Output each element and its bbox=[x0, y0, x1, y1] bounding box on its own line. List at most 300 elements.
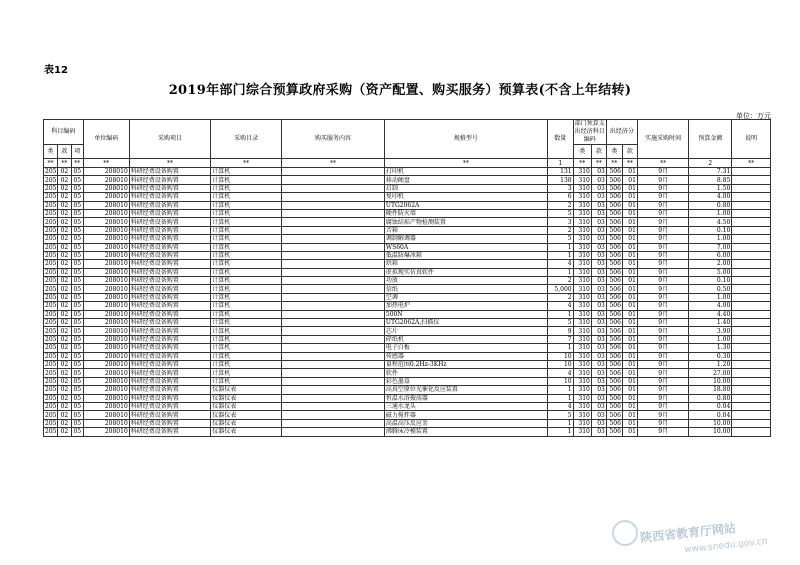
subject-lei-cell: 205 bbox=[45, 377, 57, 385]
dept-lei-cell: 310 bbox=[573, 260, 591, 268]
subject-kuan-cell: 02 bbox=[57, 243, 71, 251]
table-row bbox=[44, 319, 771, 327]
gov-lei-cell: 506 bbox=[606, 268, 622, 276]
dept-lei-cell: 310 bbox=[573, 411, 591, 419]
budget-amount-cell: 1.00 bbox=[689, 293, 732, 301]
quantity-cell: 3 bbox=[547, 218, 573, 226]
unit-code-cell: 208010 bbox=[83, 360, 129, 368]
spec-model-cell: WS60A bbox=[384, 243, 547, 251]
header-dept-lei: 类 bbox=[573, 145, 591, 159]
header-purchase-item: 采购项目 bbox=[129, 120, 210, 159]
impl-time-cell: 9月 bbox=[637, 193, 688, 201]
impl-time-cell: 9月 bbox=[637, 285, 688, 293]
dept-kuan-cell: 03 bbox=[591, 251, 606, 259]
spec-model-cell: 高真空原位光催化反应装置 bbox=[384, 386, 547, 394]
subject-xiang-cell: 05 bbox=[71, 394, 83, 402]
gov-kuan-cell: 01 bbox=[622, 226, 637, 234]
dept-lei-cell: 310 bbox=[573, 419, 591, 427]
dept-kuan-cell: 03 bbox=[591, 394, 606, 402]
budget-amount-cell: 0.80 bbox=[689, 394, 732, 402]
gov-kuan-cell: 01 bbox=[622, 419, 637, 427]
subject-lei-cell: 205 bbox=[45, 243, 57, 251]
marker-cell: ** bbox=[732, 159, 771, 168]
table-row bbox=[44, 327, 771, 335]
gov-kuan-cell: 01 bbox=[622, 344, 637, 352]
header-xiang: 项 bbox=[71, 145, 83, 159]
unit-label: 单位：万元 bbox=[736, 112, 771, 120]
dept-lei-cell: 310 bbox=[573, 352, 591, 360]
impl-time-cell: 9月 bbox=[637, 168, 688, 176]
subject-kuan-cell: 02 bbox=[57, 268, 71, 276]
gov-lei-cell: 506 bbox=[606, 293, 622, 301]
dept-lei-cell: 310 bbox=[573, 369, 591, 377]
quantity-cell: 5 bbox=[547, 209, 573, 217]
service-content-cell bbox=[282, 319, 385, 327]
note-cell bbox=[732, 277, 771, 285]
spec-model-cell: 沸腾床冷模装置 bbox=[384, 428, 547, 436]
subject-kuan-cell: 02 bbox=[57, 209, 71, 217]
purchase-item-cell: 科研经费设备购置 bbox=[129, 218, 210, 226]
dept-lei-cell: 310 bbox=[573, 310, 591, 318]
dept-lei-cell: 310 bbox=[573, 344, 591, 352]
budget-amount-cell: 1.40 bbox=[689, 319, 732, 327]
purchase-item-cell: 科研经费设备购置 bbox=[129, 285, 210, 293]
purchase-item-cell: 科研经费设备购置 bbox=[129, 369, 210, 377]
purchase-item-cell: 科研经费设备购置 bbox=[129, 226, 210, 234]
subject-xiang-cell: 05 bbox=[71, 302, 83, 310]
note-cell bbox=[732, 377, 771, 385]
dept-lei-cell: 310 bbox=[573, 268, 591, 276]
subject-kuan-cell: 02 bbox=[57, 310, 71, 318]
table-row bbox=[44, 226, 771, 234]
gov-kuan-cell: 01 bbox=[622, 235, 637, 243]
header-kuan: 款 bbox=[57, 145, 71, 159]
dept-lei-cell: 310 bbox=[573, 293, 591, 301]
purchase-catalog-cell: 计算机 bbox=[211, 176, 282, 184]
gov-kuan-cell: 01 bbox=[622, 386, 637, 394]
subject-kuan-cell: 02 bbox=[57, 293, 71, 301]
note-cell bbox=[732, 419, 771, 427]
spec-model-cell: 传感器 bbox=[384, 352, 547, 360]
marker-cell: ** bbox=[57, 159, 71, 168]
service-content-cell bbox=[282, 277, 385, 285]
impl-time-cell: 9月 bbox=[637, 402, 688, 410]
subject-lei-cell: 205 bbox=[45, 260, 57, 268]
dept-kuan-cell: 03 bbox=[591, 260, 606, 268]
subject-xiang-cell: 05 bbox=[71, 176, 83, 184]
purchase-item-cell: 科研经费设备购置 bbox=[129, 201, 210, 209]
unit-code-cell: 208010 bbox=[83, 327, 129, 335]
purchase-catalog-cell: 计算机 bbox=[211, 277, 282, 285]
subject-kuan-cell: 02 bbox=[57, 201, 71, 209]
gov-lei-cell: 506 bbox=[606, 277, 622, 285]
subject-lei-cell: 205 bbox=[45, 235, 57, 243]
dept-lei-cell: 310 bbox=[573, 226, 591, 234]
gov-kuan-cell: 01 bbox=[622, 402, 637, 410]
subject-xiang-cell: 05 bbox=[71, 268, 83, 276]
subject-kuan-cell: 02 bbox=[57, 302, 71, 310]
dept-lei-cell: 310 bbox=[573, 201, 591, 209]
quantity-cell: 2 bbox=[547, 277, 573, 285]
table-row bbox=[44, 235, 771, 243]
purchase-item-cell: 科研经费设备购置 bbox=[129, 319, 210, 327]
dept-lei-cell: 310 bbox=[573, 386, 591, 394]
marker-cell: ** bbox=[129, 159, 210, 168]
quantity-cell: 4 bbox=[547, 402, 573, 410]
subject-lei-cell: 205 bbox=[45, 302, 57, 310]
subject-lei-cell: 205 bbox=[45, 226, 57, 234]
service-content-cell bbox=[282, 184, 385, 192]
marker-cell: ** bbox=[282, 159, 385, 168]
gov-lei-cell: 506 bbox=[606, 209, 622, 217]
watermark-url: www.snedu.gov.cn bbox=[683, 536, 768, 556]
unit-code-cell: 208010 bbox=[83, 335, 129, 343]
subject-lei-cell: 205 bbox=[45, 419, 57, 427]
unit-code-cell: 208010 bbox=[83, 268, 129, 276]
table-row bbox=[44, 193, 771, 201]
impl-time-cell: 9月 bbox=[637, 201, 688, 209]
service-content-cell bbox=[282, 302, 385, 310]
unit-code-cell: 208010 bbox=[83, 402, 129, 410]
purchase-item-cell: 科研经费设备购置 bbox=[129, 411, 210, 419]
gov-kuan-cell: 01 bbox=[622, 260, 637, 268]
note-cell bbox=[732, 369, 771, 377]
document-title: 2019年部门综合预算政府采购（资产配置、购买服务）预算表(不含上年结转) bbox=[168, 83, 632, 98]
note-cell bbox=[732, 285, 771, 293]
marker-cell: ** bbox=[384, 159, 547, 168]
dept-lei-cell: 310 bbox=[573, 277, 591, 285]
spec-model-cell: 调制解调器 bbox=[384, 235, 547, 243]
header-dept-budget-code: 部门预算支出经济科目编码 bbox=[574, 120, 605, 143]
marker-cell: ** bbox=[606, 159, 622, 168]
subject-xiang-cell: 05 bbox=[71, 377, 83, 385]
table-row bbox=[44, 377, 771, 385]
table-row bbox=[44, 251, 771, 259]
impl-time-cell: 9月 bbox=[637, 235, 688, 243]
dept-lei-cell: 310 bbox=[573, 377, 591, 385]
dept-lei-cell: 310 bbox=[573, 235, 591, 243]
note-cell bbox=[732, 428, 771, 436]
spec-model-cell: 加热电炉 bbox=[384, 302, 547, 310]
marker-cell: ** bbox=[71, 159, 83, 168]
dept-kuan-cell: 03 bbox=[591, 310, 606, 318]
purchase-catalog-cell: 计算机 bbox=[211, 251, 282, 259]
budget-amount-cell: 1.00 bbox=[689, 335, 732, 343]
dept-kuan-cell: 03 bbox=[591, 285, 606, 293]
subject-kuan-cell: 02 bbox=[57, 277, 71, 285]
subject-xiang-cell: 05 bbox=[71, 260, 83, 268]
note-cell bbox=[732, 193, 771, 201]
note-cell bbox=[732, 394, 771, 402]
unit-code-cell: 208010 bbox=[83, 235, 129, 243]
service-content-cell bbox=[282, 310, 385, 318]
gov-lei-cell: 506 bbox=[606, 319, 622, 327]
note-cell bbox=[732, 327, 771, 335]
header-subject-code: 科目编码 bbox=[44, 120, 84, 145]
dept-kuan-cell: 03 bbox=[591, 184, 606, 192]
spec-model-cell: 软件 bbox=[384, 369, 547, 377]
header-gov-lei: 类 bbox=[606, 145, 622, 159]
quantity-cell: 4 bbox=[547, 260, 573, 268]
spec-model-cell: 三通水龙头 bbox=[384, 402, 547, 410]
gov-lei-cell: 506 bbox=[606, 335, 622, 343]
unit-code-cell: 208010 bbox=[83, 352, 129, 360]
header-note: 说明 bbox=[732, 120, 771, 159]
impl-time-cell: 9月 bbox=[637, 394, 688, 402]
purchase-catalog-cell: 计算机 bbox=[211, 360, 282, 368]
note-cell bbox=[732, 310, 771, 318]
gov-kuan-cell: 01 bbox=[622, 335, 637, 343]
dept-lei-cell: 310 bbox=[573, 360, 591, 368]
gov-lei-cell: 506 bbox=[606, 386, 622, 394]
quantity-cell: 5 bbox=[547, 235, 573, 243]
gov-kuan-cell: 01 bbox=[622, 352, 637, 360]
subject-xiang-cell: 05 bbox=[71, 218, 83, 226]
header-purchase-catalog: 采购目录 bbox=[211, 120, 282, 159]
purchase-catalog-cell: 计算机 bbox=[211, 184, 282, 192]
subject-lei-cell: 205 bbox=[45, 193, 57, 201]
service-content-cell bbox=[282, 251, 385, 259]
budget-amount-cell: 6.00 bbox=[689, 251, 732, 259]
unit-code-cell: 208010 bbox=[83, 310, 129, 318]
purchase-item-cell: 科研经费设备购置 bbox=[129, 344, 210, 352]
unit-code-cell: 208010 bbox=[83, 243, 129, 251]
gov-kuan-cell: 01 bbox=[622, 243, 637, 251]
dept-lei-cell: 310 bbox=[573, 251, 591, 259]
table-row bbox=[44, 302, 771, 310]
header-spec-model: 规格型号 bbox=[384, 120, 547, 159]
purchase-catalog-cell: 计算机 bbox=[211, 327, 282, 335]
watermark-logo-icon bbox=[612, 520, 638, 546]
subject-lei-cell: 205 bbox=[45, 352, 57, 360]
subject-xiang-cell: 05 bbox=[71, 335, 83, 343]
budget-amount-cell: 4.50 bbox=[689, 218, 732, 226]
unit-code-cell: 208010 bbox=[83, 411, 129, 419]
subject-kuan-cell: 02 bbox=[57, 193, 71, 201]
subject-lei-cell: 205 bbox=[45, 336, 57, 343]
budget-amount-cell: 7.00 bbox=[689, 243, 732, 251]
table-row bbox=[44, 285, 771, 293]
dept-lei-cell: 310 bbox=[573, 193, 591, 201]
note-cell bbox=[732, 411, 771, 419]
subject-lei-cell: 205 bbox=[45, 201, 57, 209]
service-content-cell bbox=[282, 176, 385, 184]
marker-cell: ** bbox=[637, 159, 688, 168]
budget-amount-cell: 1.20 bbox=[689, 360, 732, 368]
unit-code-cell: 208010 bbox=[83, 193, 129, 201]
note-cell bbox=[732, 184, 771, 192]
impl-time-cell: 9月 bbox=[637, 411, 688, 419]
unit-code-cell: 208010 bbox=[83, 319, 129, 327]
subject-kuan-cell: 02 bbox=[57, 176, 71, 184]
note-cell bbox=[732, 302, 771, 310]
subject-xiang-cell: 05 bbox=[71, 369, 83, 377]
purchase-item-cell: 科研经费设备购置 bbox=[129, 209, 210, 217]
dept-kuan-cell: 03 bbox=[591, 369, 606, 377]
service-content-cell bbox=[282, 201, 385, 209]
gov-lei-cell: 506 bbox=[606, 251, 622, 259]
table-row bbox=[44, 394, 771, 402]
purchase-catalog-cell: 仪器仪表 bbox=[211, 402, 282, 410]
purchase-item-cell: 科研经费设备购置 bbox=[129, 277, 210, 285]
unit-code-cell: 208010 bbox=[83, 184, 129, 192]
unit-code-cell: 208010 bbox=[83, 394, 129, 402]
dept-lei-cell: 310 bbox=[573, 184, 591, 192]
dept-kuan-cell: 03 bbox=[591, 277, 606, 285]
spec-model-cell: 空调 bbox=[384, 293, 547, 301]
unit-code-cell: 208010 bbox=[83, 344, 129, 352]
purchase-catalog-cell: 仪器仪表 bbox=[211, 428, 282, 436]
gov-kuan-cell: 01 bbox=[622, 411, 637, 419]
subject-xiang-cell: 05 bbox=[71, 411, 83, 419]
subject-kuan-cell: 02 bbox=[57, 352, 71, 360]
subject-kuan-cell: 02 bbox=[57, 369, 71, 377]
spec-model-cell: 启制 bbox=[384, 184, 547, 192]
marker-cell: ** bbox=[622, 159, 637, 168]
impl-time-cell: 9月 bbox=[637, 226, 688, 234]
subject-xiang-cell: 05 bbox=[71, 251, 83, 259]
budget-amount-cell: 0.10 bbox=[689, 226, 732, 234]
subject-lei-cell: 205 bbox=[45, 218, 57, 226]
gov-lei-cell: 506 bbox=[606, 168, 622, 176]
note-cell bbox=[732, 402, 771, 410]
service-content-cell bbox=[282, 235, 385, 243]
purchase-catalog-cell: 计算机 bbox=[211, 377, 282, 385]
purchase-item-cell: 科研经费设备购置 bbox=[129, 235, 210, 243]
purchase-item-cell: 科研经费设备购置 bbox=[129, 310, 210, 318]
subject-lei-cell: 205 bbox=[45, 319, 57, 327]
impl-time-cell: 9月 bbox=[637, 377, 688, 385]
gov-kuan-cell: 01 bbox=[622, 277, 637, 285]
subject-xiang-cell: 05 bbox=[71, 344, 83, 352]
impl-time-cell: 9月 bbox=[637, 268, 688, 276]
quantity-cell: 5 bbox=[547, 319, 573, 327]
subject-lei-cell: 205 bbox=[45, 176, 57, 184]
gov-kuan-cell: 01 bbox=[622, 302, 637, 310]
gov-kuan-cell: 01 bbox=[622, 293, 637, 301]
header-lei: 类 bbox=[44, 145, 58, 159]
note-cell bbox=[732, 235, 771, 243]
spec-model-cell: 量程范围0.2Hz-3KHz bbox=[384, 360, 547, 368]
dept-lei-cell: 310 bbox=[573, 319, 591, 327]
dept-kuan-cell: 03 bbox=[591, 243, 606, 251]
purchase-catalog-cell: 计算机 bbox=[211, 218, 282, 226]
service-content-cell bbox=[282, 168, 385, 176]
budget-amount-cell: 1.00 bbox=[689, 235, 732, 243]
quantity-cell: 1 bbox=[547, 386, 573, 394]
dept-kuan-cell: 03 bbox=[591, 386, 606, 394]
spec-model-cell: 腐蚀结垢产物检测装置 bbox=[384, 218, 547, 226]
subject-lei-cell: 205 bbox=[45, 327, 57, 335]
purchase-catalog-cell: 计算机 bbox=[211, 335, 282, 343]
spec-model-cell: 音箱 bbox=[384, 226, 547, 234]
note-cell bbox=[732, 209, 771, 217]
impl-time-cell: 9月 bbox=[637, 209, 688, 217]
quantity-cell: 10 bbox=[547, 377, 573, 385]
dept-lei-cell: 310 bbox=[573, 285, 591, 293]
impl-time-cell: 9月 bbox=[637, 243, 688, 251]
dept-kuan-cell: 03 bbox=[591, 235, 606, 243]
quantity-cell: 1 bbox=[547, 310, 573, 318]
quantity-cell: 1 bbox=[547, 251, 573, 259]
quantity-cell: 1 bbox=[547, 419, 573, 427]
purchase-item-cell: 科研经费设备购置 bbox=[129, 402, 210, 410]
impl-time-cell: 9月 bbox=[637, 218, 688, 226]
budget-amount-cell: 4.00 bbox=[689, 193, 732, 201]
purchase-catalog-cell: 计算机 bbox=[211, 293, 282, 301]
subject-lei-cell: 205 bbox=[45, 168, 57, 176]
budget-amount-cell: 4.40 bbox=[689, 310, 732, 318]
dept-kuan-cell: 03 bbox=[591, 419, 606, 427]
purchase-catalog-cell: 计算机 bbox=[211, 302, 282, 310]
purchase-item-cell: 科研经费设备购置 bbox=[129, 360, 210, 368]
dept-kuan-cell: 03 bbox=[591, 352, 606, 360]
subject-xiang-cell: 05 bbox=[71, 209, 83, 217]
spec-model-cell: 电子白板 bbox=[384, 344, 547, 352]
purchase-catalog-cell: 仪器仪表 bbox=[211, 394, 282, 402]
subject-xiang-cell: 05 bbox=[71, 360, 83, 368]
impl-time-cell: 9月 bbox=[637, 386, 688, 394]
dept-lei-cell: 310 bbox=[573, 394, 591, 402]
service-content-cell bbox=[282, 193, 385, 201]
service-content-cell bbox=[282, 402, 385, 410]
marker-cell: ** bbox=[83, 159, 129, 168]
gov-lei-cell: 506 bbox=[606, 327, 622, 335]
impl-time-cell: 9月 bbox=[637, 335, 688, 343]
spec-model-cell: 彩色墨盒 bbox=[384, 377, 547, 385]
impl-time-cell: 9月 bbox=[637, 260, 688, 268]
gov-lei-cell: 506 bbox=[606, 235, 622, 243]
subject-xiang-cell: 05 bbox=[71, 226, 83, 234]
budget-amount-cell: 1.50 bbox=[689, 184, 732, 192]
gov-kuan-cell: 01 bbox=[622, 218, 637, 226]
budget-amount-cell: 8.85 bbox=[689, 176, 732, 184]
unit-code-cell: 208010 bbox=[83, 251, 129, 259]
purchase-item-cell: 科研经费设备购置 bbox=[129, 394, 210, 402]
note-cell bbox=[732, 168, 771, 176]
service-content-cell bbox=[282, 293, 385, 301]
subject-xiang-cell: 05 bbox=[71, 168, 83, 176]
unit-code-cell: 208010 bbox=[83, 377, 129, 385]
subject-kuan-cell: 02 bbox=[57, 251, 71, 259]
purchase-item-cell: 科研经费设备购置 bbox=[129, 168, 210, 176]
quantity-cell: 4 bbox=[547, 302, 573, 310]
dept-kuan-cell: 03 bbox=[591, 226, 606, 234]
marker-row bbox=[44, 159, 771, 168]
spec-model-cell: 功放 bbox=[384, 277, 547, 285]
spec-model-cell: 高温高压反应釜 bbox=[384, 419, 547, 427]
quantity-cell: 10 bbox=[547, 360, 573, 368]
unit-code-cell: 208010 bbox=[83, 201, 129, 209]
table-row bbox=[44, 352, 771, 360]
impl-time-cell: 9月 bbox=[637, 360, 688, 368]
quantity-cell: 10 bbox=[547, 352, 573, 360]
purchase-catalog-cell: 仪器仪表 bbox=[211, 419, 282, 427]
unit-code-cell: 208010 bbox=[83, 277, 129, 285]
gov-kuan-cell: 01 bbox=[622, 369, 637, 377]
gov-kuan-cell: 01 bbox=[622, 377, 637, 385]
budget-amount-cell: 2.00 bbox=[689, 260, 732, 268]
service-content-cell bbox=[282, 260, 385, 268]
table-row bbox=[44, 360, 771, 368]
purchase-item-cell: 科研经费设备购置 bbox=[129, 293, 210, 301]
dept-kuan-cell: 03 bbox=[591, 319, 606, 327]
purchase-item-cell: 科研经费设备购置 bbox=[129, 184, 210, 192]
spec-model-cell: 恒温水浴振荡器 bbox=[384, 394, 547, 402]
subject-xiang-cell: 05 bbox=[71, 352, 83, 360]
subject-lei-cell: 205 bbox=[45, 268, 57, 276]
gov-kuan-cell: 01 bbox=[622, 201, 637, 209]
